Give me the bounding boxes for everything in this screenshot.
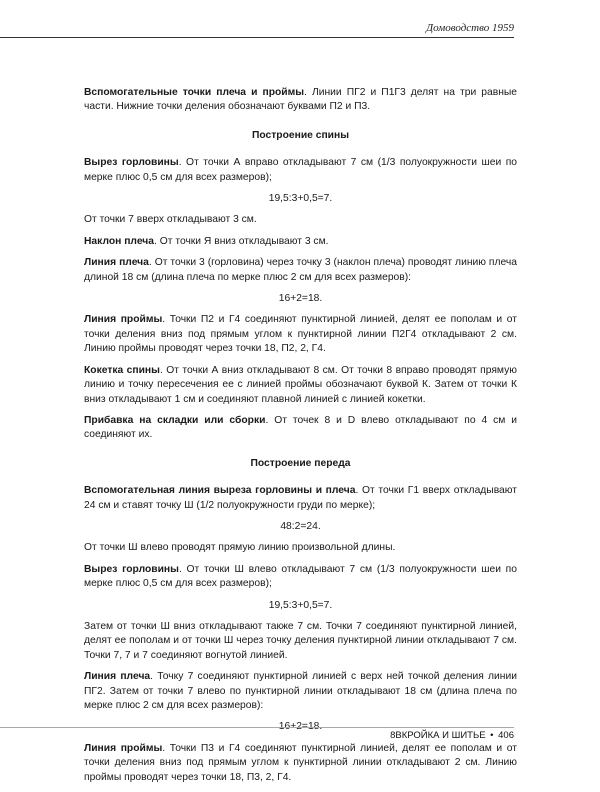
paragraph xyxy=(84,620,517,663)
paragraph-text: . Точку 7 соединяют пунктирной линией с верх ней точкой деления линии ПГ2. Затем от точки 7 влево по пунктирной линии откладывают 18 см (длина плеча по мерке плюс 2 см для всех размеров): xyxy=(84,671,518,711)
paragraph xyxy=(84,484,517,513)
paragraph-text: . От точки А вниз откладывают 8 см. От точки 8 вправо проводят прямую линию и точку пересечения ее с линией проймы обозначают буквой К. Затем от точки К вниз откладывают 1 см и соединяют плавной линией с линией кокетки. xyxy=(84,364,517,405)
paragraph-lead-term: Линия проймы xyxy=(84,742,163,754)
footer-rule xyxy=(0,727,514,728)
paragraph xyxy=(84,563,517,592)
paragraph xyxy=(84,156,517,185)
section-heading: Построение спины xyxy=(251,129,350,141)
paragraph-text: . Линии ПГ2 и П1Г3 делят на три равные части. Нижние точки деления обозначают буквами П2 и П3. xyxy=(84,87,518,113)
formula: 19,5:3+0,5=7. xyxy=(268,599,333,611)
paragraph-lead-term: Линия проймы xyxy=(84,314,163,326)
paragraph xyxy=(84,742,517,785)
section-heading: Построение переда xyxy=(250,457,351,469)
formula: 16+2=18. xyxy=(278,293,323,305)
paragraph-text: Затем от точки Ш вниз откладывают также 7 см. Точки 7 соединяют пунктирной линией, делят ее пополам и от точки Ш через точку деления пунктирной линии откладывают 7 см. Точки 7, 7 и 7 соединяют вогнутой линией. xyxy=(84,620,517,661)
paragraph xyxy=(84,364,517,407)
formula: 16+2=18. xyxy=(278,721,323,733)
paragraph-text: От точки Ш влево проводят прямую линию произвольной длины. xyxy=(84,542,396,554)
formula: 48:2=24. xyxy=(280,520,321,532)
paragraph-text: . Точки П3 и Г4 соединяют пунктирной линией, делят ее пополам и от точки деления вниз под прямым углом к пунктирной линии откладывают 2 см. Линию проймы проводят через точки 18, П3, 2, Г4. xyxy=(84,742,517,783)
page-content xyxy=(84,86,517,792)
running-footer xyxy=(390,730,514,741)
footer-section-title: 8ВКРОЙКА И ШИТЬЕ xyxy=(390,730,486,741)
paragraph-text: . От точки 3 (горловина) через точку 3 (наклон плеча) проводят линию плеча длиной 18 см (длина плеча по мерке плюс 2 см для всех размеров): xyxy=(84,257,517,283)
paragraph-lead-term: Вырез горловины xyxy=(84,563,179,575)
paragraph xyxy=(84,256,517,285)
paragraph xyxy=(84,313,517,356)
paragraph-lead-term: Кокетка спины xyxy=(84,364,160,376)
paragraph xyxy=(84,235,517,249)
paragraph xyxy=(84,541,517,555)
paragraph-text: . От точек 8 и D влево откладывают по 4 см и соединяют их. xyxy=(84,414,518,441)
paragraph-text: . От точки А вправо откладывают 7 см (1/3 полуокружности шеи по мерке плюс 0,5 см для всех размеров); xyxy=(84,157,517,183)
paragraph-lead-term: Вспомогательные точки плеча и проймы xyxy=(84,87,305,98)
paragraph xyxy=(84,414,517,443)
header-rule xyxy=(0,37,514,38)
paragraph-text: . От точки Ш влево откладывают 7 см (1/3 полуокружности шеи по мерке плюс 0,5 см для всех размеров); xyxy=(84,563,517,590)
page-number: 406 xyxy=(498,730,514,741)
paragraph-lead-term: Вспомогательная линия выреза горловины и плеча xyxy=(84,485,356,497)
running-header-title: Домоводство 1959 xyxy=(426,22,514,34)
paragraph-lead-term: Прибавка на складки или сборки xyxy=(84,414,266,426)
paragraph xyxy=(84,670,517,713)
paragraph-text: . От точки Я вниз откладывают 3 см. xyxy=(154,235,329,247)
paragraph xyxy=(84,213,517,227)
paragraph-text: От точки 7 вверх откладывают 3 см. xyxy=(84,214,257,226)
formula: 19,5:3+0,5=7. xyxy=(268,193,333,205)
paragraph-lead-term: Линия плеча xyxy=(84,671,151,683)
paragraph xyxy=(84,86,517,115)
paragraph-text: . Точки П2 и Г4 соединяют пунктирной линией, делят ее пополам и от точки деления вниз под прямым углом к пунктирной линии П2Г4 откладывают 2 см. Линию проймы проводят через точки 18, П2, 2, Г4. xyxy=(84,314,517,355)
paragraph-lead-term: Линия плеча xyxy=(84,257,149,269)
paragraph-text: . От точки Г1 вверх откладывают 24 см и ставят точку Ш (1/2 полуокружности груди по мерке); xyxy=(84,485,517,511)
footer-bullet: • xyxy=(490,730,494,741)
paragraph-lead-term: Вырез горловины xyxy=(84,157,179,169)
paragraph-lead-term: Наклон плеча xyxy=(84,235,155,247)
